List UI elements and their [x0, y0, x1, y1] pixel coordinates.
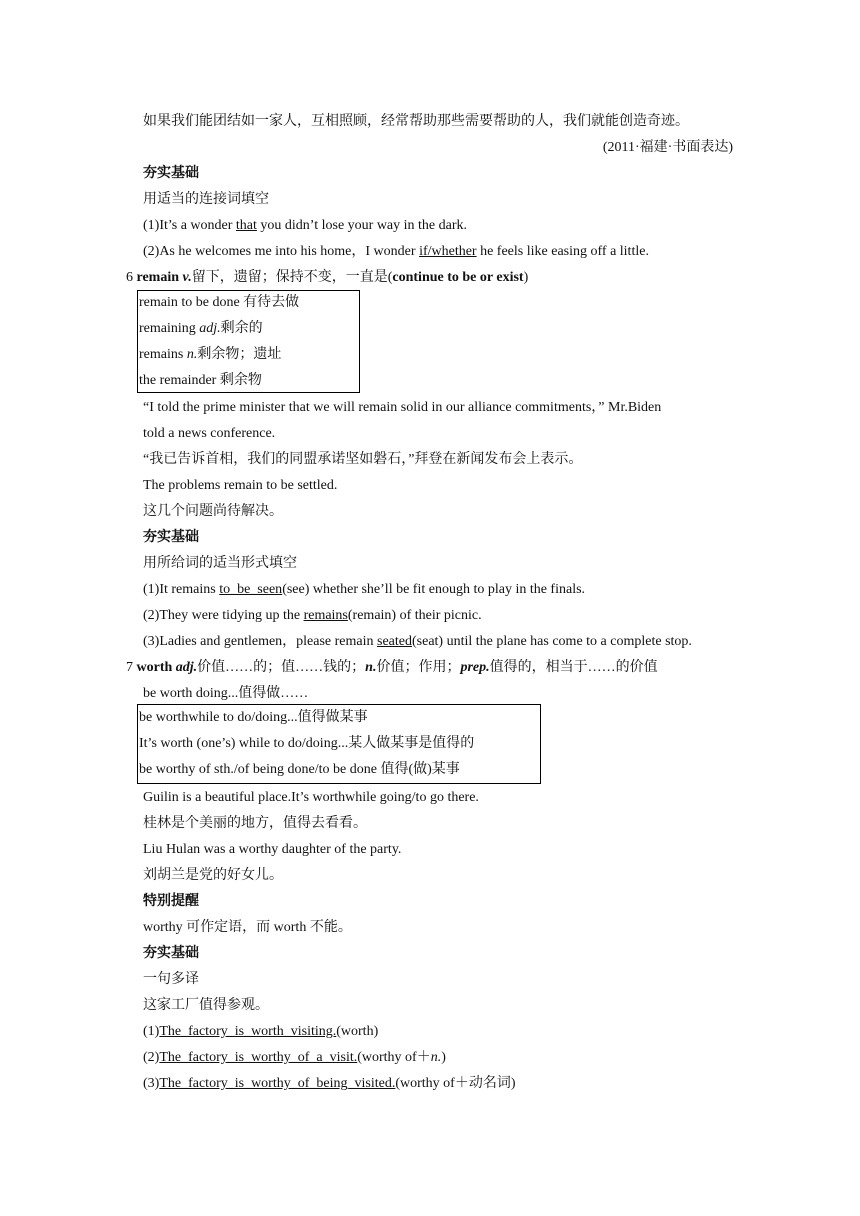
vocab-entry-remain: 6 remain v.留下，遗留；保持不变，一直是(continue to be or exist): [126, 270, 529, 285]
example-en: told a news conference.: [143, 426, 276, 441]
answer: The_factory_is_worth_visiting.: [159, 1024, 337, 1039]
example-en: “I told the prime minister that we will remain solid in our alliance commitments，” Mr.Biden: [143, 400, 662, 415]
phrase-box: [137, 704, 541, 784]
note-text: worthy 可作定语，而 worth 不能。: [143, 920, 352, 935]
phrase-item: It’s worth (one’s) while to do/doing...某人做某事是值得的: [139, 736, 475, 751]
exercise-item: (1)It’s a wonder that you didn’t lose your way in the dark.: [143, 218, 468, 233]
phrase-item: remains n.剩余物；遗址: [139, 347, 282, 362]
phrase-line: be worth doing...值得做……: [143, 686, 309, 701]
example-en: Guilin is a beautiful place.It’s worthwhile going/to go there.: [143, 790, 479, 805]
phrase-item: remaining adj.剩余的: [139, 321, 263, 336]
section-heading: 夯实基础: [143, 166, 199, 181]
note-heading: 特别提醒: [143, 894, 199, 909]
phrase-item: remain to be done 有待去做: [139, 295, 300, 310]
answer: remains: [303, 608, 348, 623]
example-en: Liu Hulan was a worthy daughter of the party.: [143, 842, 402, 857]
exercise-item: (2)As he welcomes me into his home，I wonder if/whether he feels like easing off a little.: [143, 244, 649, 259]
example-zh: “我已告诉首相，我们的同盟承诺坚如磐石，”拜登在新闻发布会上表示。: [143, 452, 583, 467]
exercise-prompt: 这家工厂值得参观。: [143, 998, 269, 1013]
exercise-item: (1)The_factory_is_worth_visiting.(worth): [143, 1024, 379, 1039]
section-heading: 夯实基础: [143, 946, 199, 961]
section-heading: 夯实基础: [143, 530, 199, 545]
example-zh: 这几个问题尚待解决。: [143, 504, 283, 519]
exercise-item: (1)It remains to_be_seen(see) whether she’ll be fit enough to play in the finals.: [143, 582, 586, 597]
phrase-box: [137, 290, 360, 393]
example-zh: 桂林是个美丽的地方，值得去看看。: [143, 816, 367, 831]
chinese-sentence: 如果我们能团结如一家人，互相照顾，经常帮助那些需要帮助的人，我们就能创造奇迹。: [143, 114, 689, 129]
exercise-item: (2)The_factory_is_worthy_of_a_visit.(worthy of＋n.): [143, 1050, 446, 1065]
answer: if/whether: [419, 244, 477, 259]
exercise-item: (2)They were tidying up the remains(remain) of their picnic.: [143, 608, 482, 623]
example-zh: 刘胡兰是党的好女儿。: [143, 868, 283, 883]
source-citation: (2011·福建·书面表达): [602, 140, 733, 155]
answer: The_factory_is_worthy_of_being_visited.: [159, 1076, 396, 1091]
answer: The_factory_is_worthy_of_a_visit.: [159, 1050, 358, 1065]
answer: seated: [377, 634, 412, 649]
exercise-instruction: 用所给词的适当形式填空: [143, 556, 297, 571]
phrase-item: be worthy of sth./of being done/to be done 值得(做)某事: [139, 762, 460, 777]
exercise-instruction: 用适当的连接词填空: [143, 192, 269, 207]
answer: that: [235, 218, 257, 233]
example-en: The problems remain to be settled.: [143, 478, 338, 493]
vocab-entry-worth: 7 worth adj.价值……的；值……钱的；n.价值；作用；prep.值得的，相当于……的价值: [126, 660, 658, 675]
phrase-item: be worthwhile to do/doing...值得做某事: [139, 710, 368, 725]
phrase-item: the remainder 剩余物: [139, 373, 262, 388]
answer: to_be_seen: [219, 582, 283, 597]
exercise-item: (3)The_factory_is_worthy_of_being_visited.(worthy of＋动名词): [143, 1076, 516, 1091]
exercise-item: (3)Ladies and gentlemen，please remain seated(seat) until the plane has come to a complete stop.: [143, 634, 692, 649]
exercise-instruction: 一句多译: [143, 972, 199, 987]
